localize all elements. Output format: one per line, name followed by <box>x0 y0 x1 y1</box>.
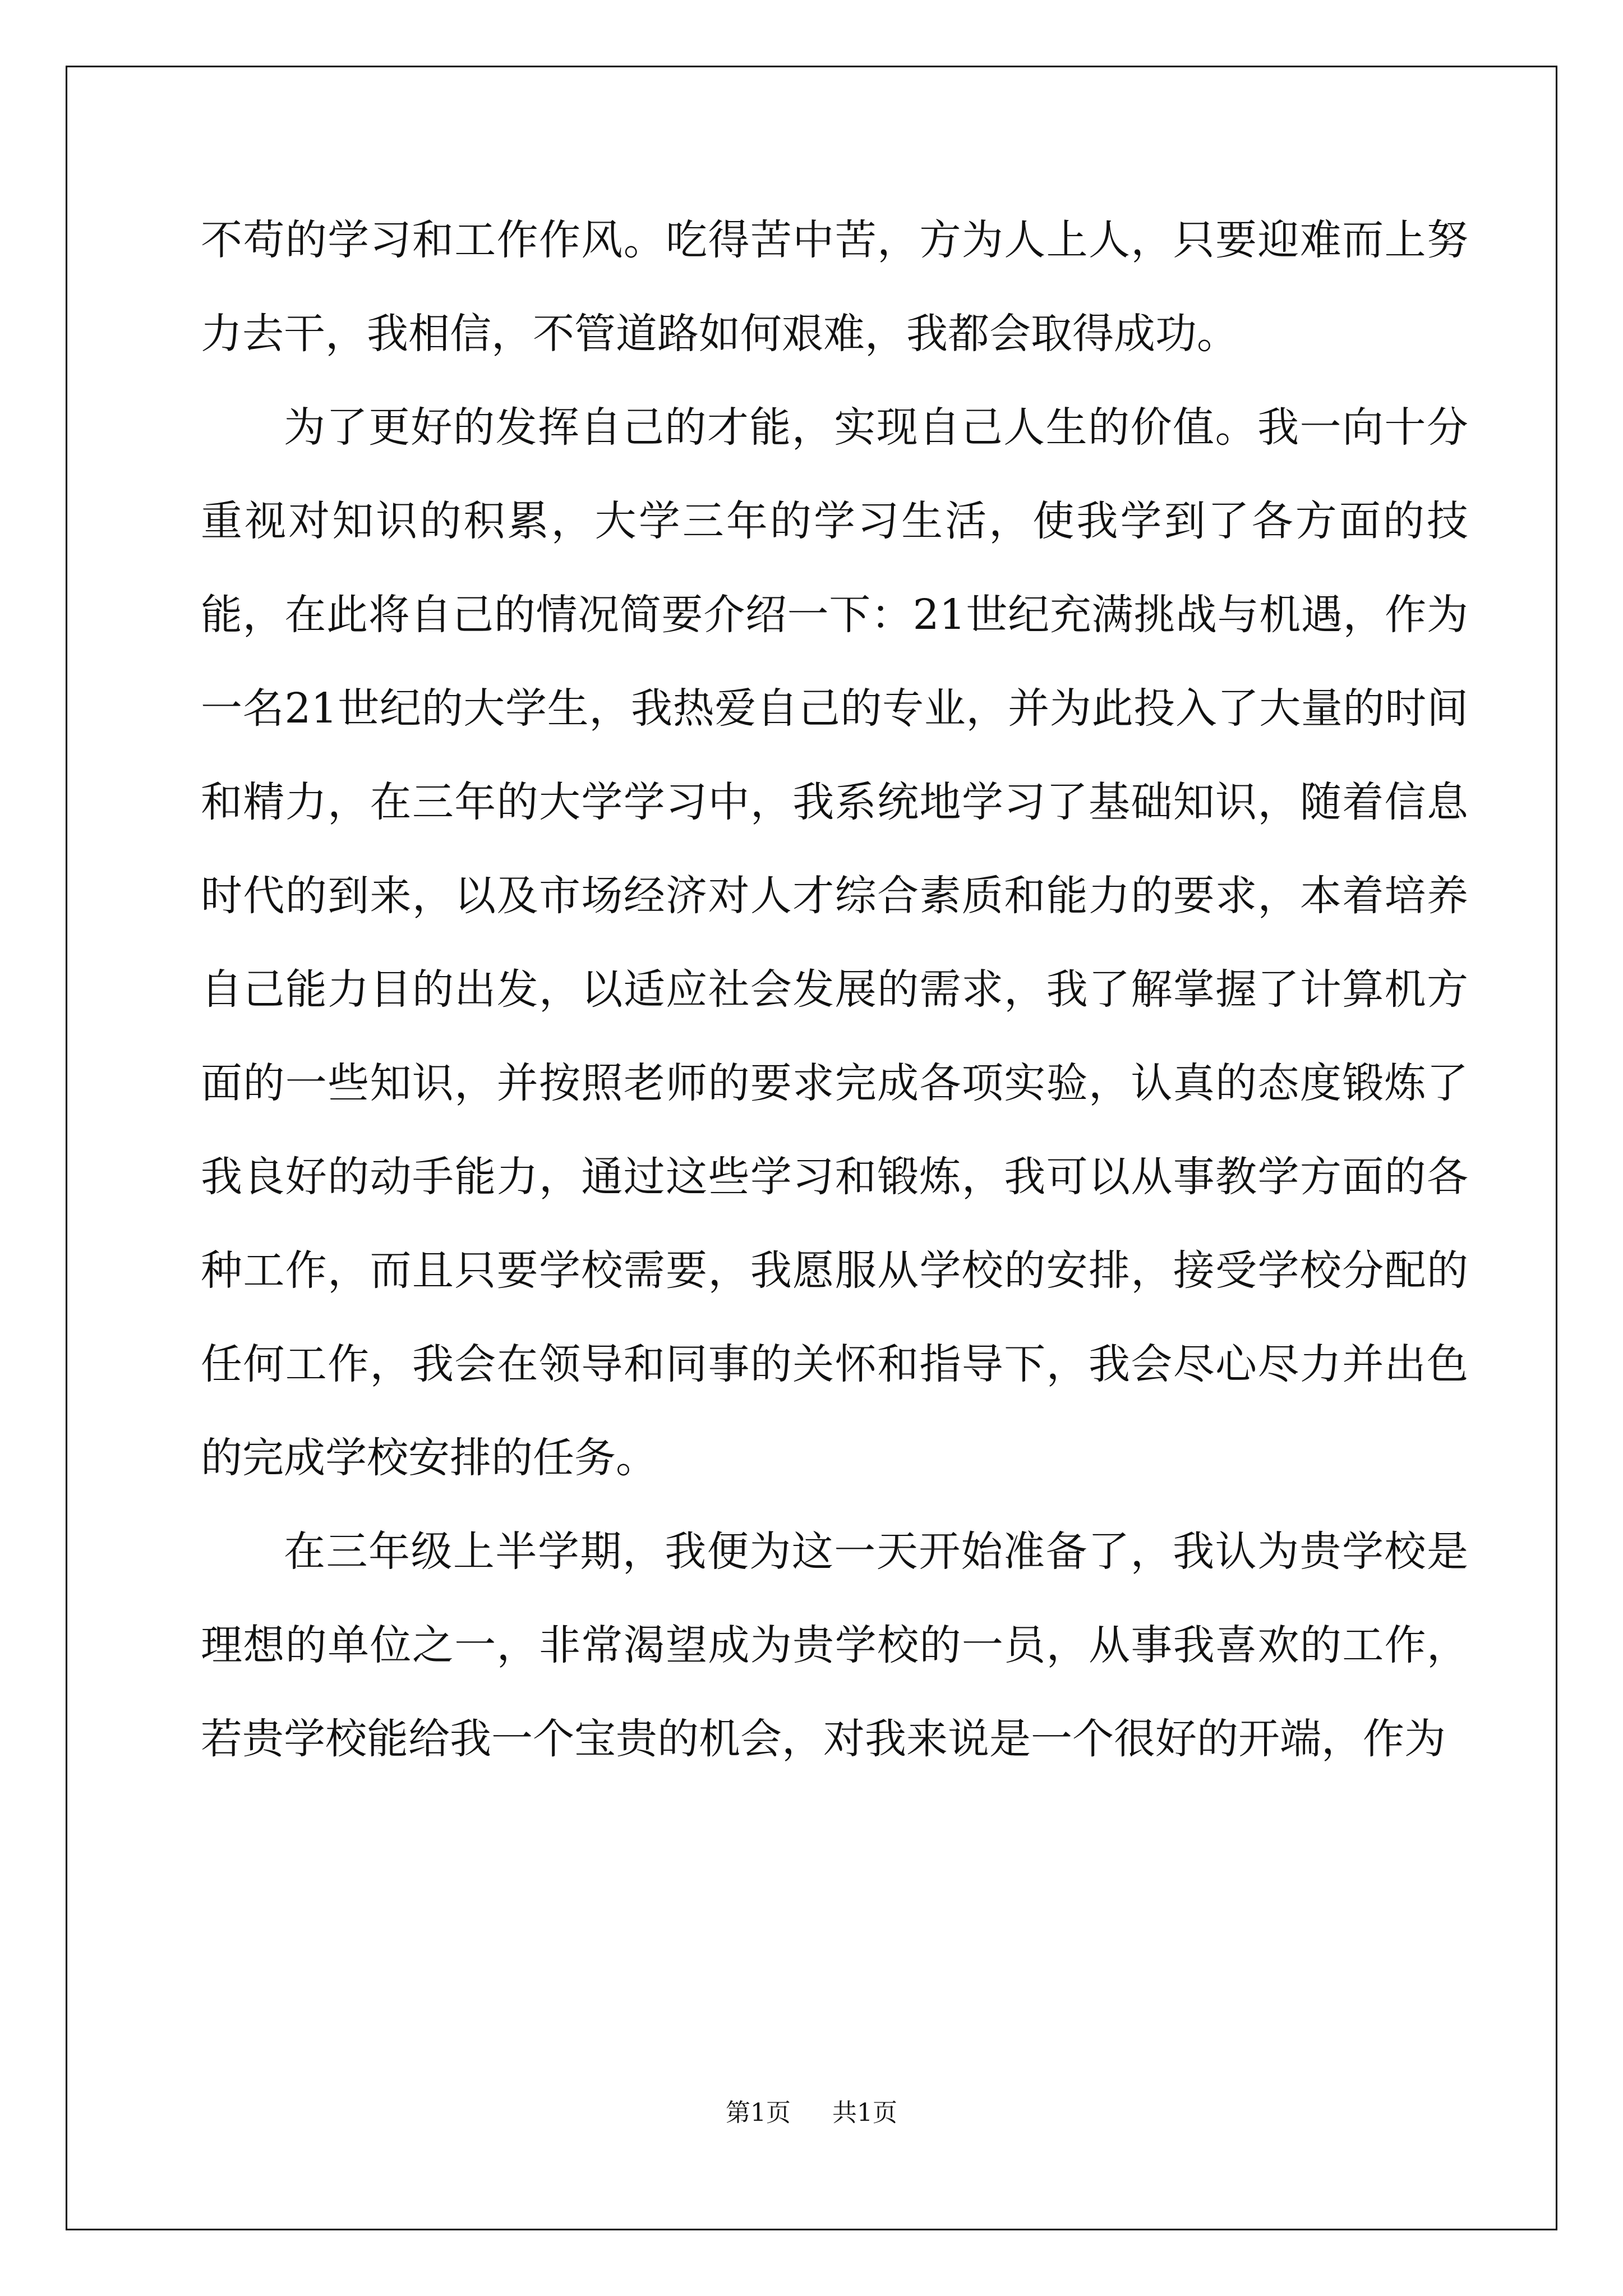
page-total: 共1页 <box>832 2099 897 2127</box>
document-body <box>201 194 1468 1786</box>
paragraph-2: 为了更好的发挥自己的才能，实现自己人生的价值。我一向十分重视对知识的积累，大学三年的学习生活，使我学到了各方面的技能，在此将自己的情况简要介绍一下：21世纪充满挑战与机遇，作为一名21世纪的大学生，我热爱自己的专业，并为此投入了大量的时间和精力，在三年的大学学习中，我系统地学习了基础知识，随着信息时代的到来，以及市场经济对人才综合素质和能力的要求，本着培养自己能力目的出发，以适应社会发展的需求，我了解掌握了计算机方面的一些知识，并按照老师的要求完成各项实验，认真的态度锻炼了我良好的动手能力，通过这些学习和锻炼，我可以从事教学方面的各种工作，而且只要学校需要，我愿服从学校的安排，接受学校分配的任何工作，我会在领导和同事的关怀和指导下，我会尽心尽力并出色的完成学校安排的任务。 <box>201 403 1468 1482</box>
paragraph-3: 在三年级上半学期，我便为这一天开始准备了，我认为贵学校是理想的单位之一，非常渴望成为贵学校的一员，从事我喜欢的工作，若贵学校能给我一个宝贵的机会，对我来说是一个很好的开端，作为 <box>201 1527 1468 1763</box>
page-footer <box>0 2092 1623 2128</box>
paragraph-1: 不苟的学习和工作作风。吃得苦中苦，方为人上人，只要迎难而上努力去干，我相信，不管道路如何艰难，我都会取得成功。 <box>201 216 1468 358</box>
page-number: 第1页 <box>726 2099 791 2127</box>
